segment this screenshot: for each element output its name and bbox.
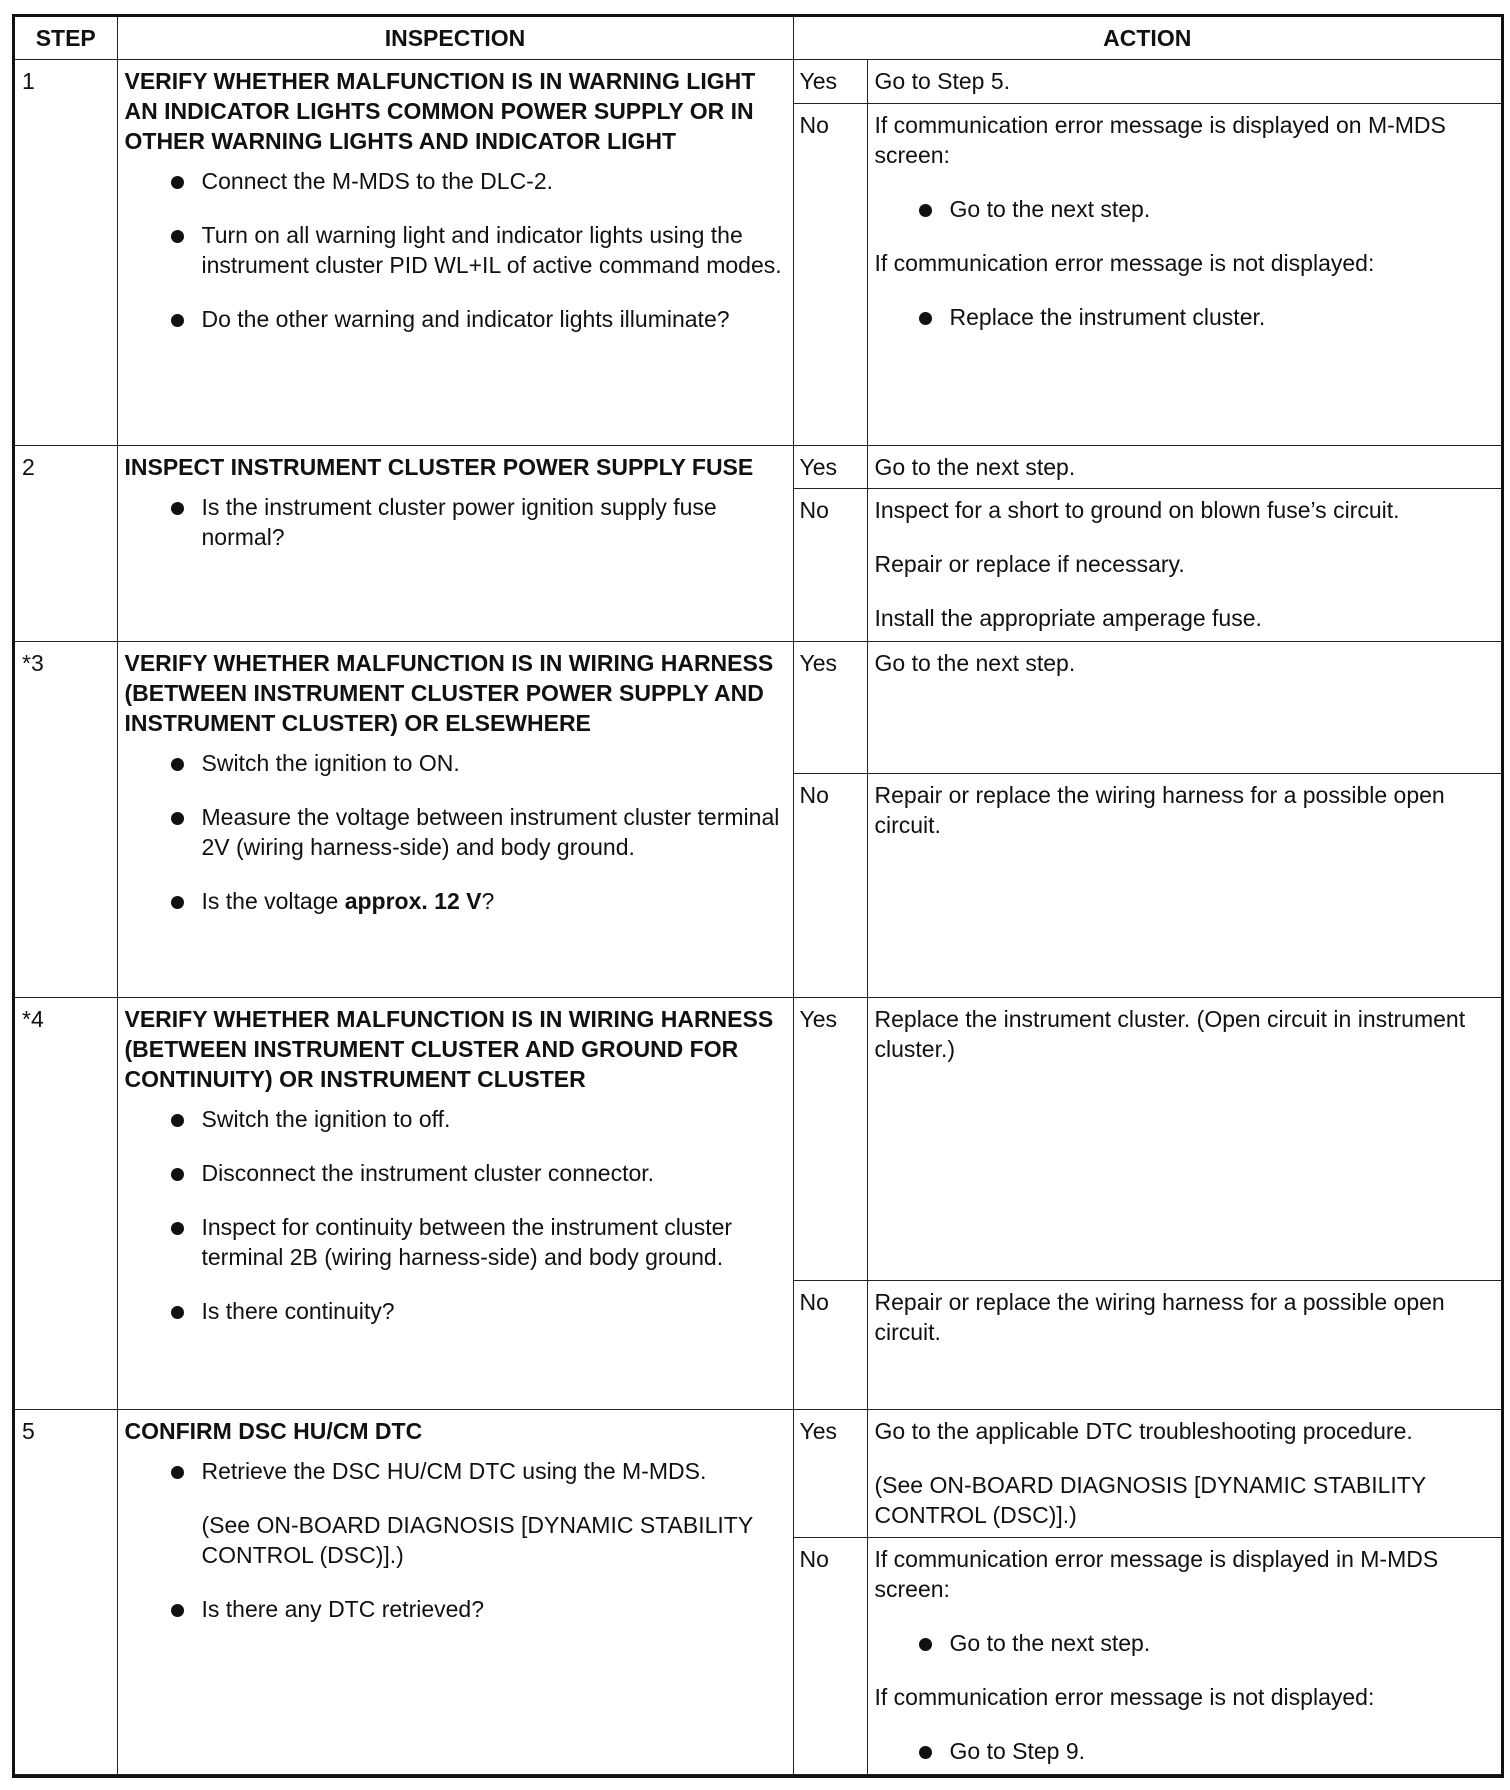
bullet-icon xyxy=(171,230,184,243)
bullet-icon xyxy=(171,1222,184,1235)
action-bullet: Go to Step 9. xyxy=(875,1736,1495,1766)
action-bullet: Go to the next step. xyxy=(875,1628,1495,1658)
inspection-bullet: Turn on all warning light and indicator lights using the instrument cluster PID WL+IL of active command modes. xyxy=(125,220,786,280)
step-number: 2 xyxy=(15,445,117,641)
yes-label: Yes xyxy=(793,59,867,103)
step-number: *4 xyxy=(15,997,117,1409)
yes-label: Yes xyxy=(793,1409,867,1537)
yes-label: Yes xyxy=(793,997,867,1280)
bullet-icon xyxy=(919,1638,932,1651)
bullet-icon xyxy=(171,1306,184,1319)
inspection-cell xyxy=(117,59,793,445)
inspection-title: CONFIRM DSC HU/CM DTC xyxy=(124,1417,423,1444)
bullet-icon xyxy=(171,314,184,327)
yes-action: Replace the instrument cluster. (Open circuit in instrument cluster.) xyxy=(867,997,1501,1280)
header-step: STEP xyxy=(15,17,117,59)
header-inspection: INSPECTION xyxy=(117,17,793,59)
inspection-bullet: Is there continuity? xyxy=(125,1296,786,1326)
inspection-cell xyxy=(117,1409,793,1775)
step-4-yes-row xyxy=(15,997,1501,1280)
no-label: No xyxy=(793,773,867,997)
inspection-bullet: Measure the voltage between instrument cluster terminal 2V (wiring harness-side) and body ground. xyxy=(125,802,786,862)
inspection-bullet: Retrieve the DSC HU/CM DTC using the M-MDS. xyxy=(125,1456,786,1486)
no-action xyxy=(867,1537,1501,1775)
step-number: 1 xyxy=(15,59,117,445)
step-3-yes-row xyxy=(15,641,1501,773)
no-label: No xyxy=(793,1280,867,1409)
no-label: No xyxy=(793,1537,867,1775)
bullet-icon xyxy=(919,312,932,325)
no-action: Repair or replace the wiring harness for a possible open circuit. xyxy=(867,1280,1501,1409)
inspection-bullets xyxy=(125,1594,786,1624)
action-text: Go to the applicable DTC troubleshooting procedure. xyxy=(874,1417,1413,1444)
inspection-bullet: Disconnect the instrument cluster connector. xyxy=(125,1158,786,1188)
yes-action: Go to the next step. xyxy=(867,445,1501,488)
header-row xyxy=(15,17,1501,59)
bullet-icon xyxy=(171,1114,184,1127)
header-action: ACTION xyxy=(793,17,1501,59)
inspection-bullet: Do the other warning and indicator lights illuminate? xyxy=(125,304,786,334)
bullet-icon xyxy=(171,896,184,909)
inspection-title: VERIFY WHETHER MALFUNCTION IS IN WARNING LIGHT AN INDICATOR LIGHTS COMMON POWER SUPPLY OR IN OTHER WARNING LIGHTS AND INDICATOR LIGHT xyxy=(124,67,756,154)
inspection-bullets xyxy=(125,748,786,916)
bullet-icon xyxy=(171,176,184,189)
no-action xyxy=(867,103,1501,445)
action-text: If communication error message is not displayed: xyxy=(874,1683,1375,1710)
inspection-bullet: Switch the ignition to off. xyxy=(125,1104,786,1134)
bullet-icon xyxy=(171,1466,184,1479)
inspection-bullets xyxy=(125,1456,786,1486)
inspection-bullet: Is the voltage approx. 12 V? xyxy=(125,886,786,916)
step-number: 5 xyxy=(15,1409,117,1775)
inspection-cell xyxy=(117,997,793,1409)
action-text: Inspect for a short to ground on blown fuse’s circuit. xyxy=(874,496,1400,523)
step-number: *3 xyxy=(15,641,117,997)
inspection-title: VERIFY WHETHER MALFUNCTION IS IN WIRING HARNESS (BETWEEN INSTRUMENT CLUSTER AND GROUND FOR CONTINUITY) OR INSTRUMENT CLUSTER xyxy=(124,1005,774,1092)
inspection-bullet: Connect the M-MDS to the DLC-2. xyxy=(125,166,786,196)
bullet-icon xyxy=(171,502,184,515)
bullet-icon xyxy=(171,758,184,771)
yes-action xyxy=(867,1409,1501,1537)
bullet-icon xyxy=(171,812,184,825)
troubleshooting-table-frame xyxy=(12,14,1504,1778)
step-1-yes-row xyxy=(15,59,1501,103)
inspection-bullet: Is the instrument cluster power ignition supply fuse normal? xyxy=(125,492,786,552)
action-text: (See ON-BOARD DIAGNOSIS [DYNAMIC STABILITY CONTROL (DSC)].) xyxy=(874,1471,1426,1528)
no-label: No xyxy=(793,488,867,641)
inspection-cell xyxy=(117,445,793,641)
inspection-title: VERIFY WHETHER MALFUNCTION IS IN WIRING HARNESS (BETWEEN INSTRUMENT CLUSTER POWER SUPPLY AND INSTRUMENT CLUSTER) OR ELSEWHERE xyxy=(124,649,774,736)
yes-action: Go to the next step. xyxy=(867,641,1501,773)
inspection-bullet: Switch the ignition to ON. xyxy=(125,748,786,778)
yes-label: Yes xyxy=(793,445,867,488)
action-bullet: Go to the next step. xyxy=(875,194,1495,224)
troubleshooting-table xyxy=(15,17,1501,1775)
step-5-yes-row xyxy=(15,1409,1501,1537)
action-text: Install the appropriate amperage fuse. xyxy=(874,604,1262,631)
step-2-yes-row xyxy=(15,445,1501,488)
yes-action: Go to Step 5. xyxy=(867,59,1501,103)
inspection-bullets xyxy=(125,492,786,552)
action-text: If communication error message is displayed on M-MDS screen: xyxy=(874,111,1446,168)
yes-label: Yes xyxy=(793,641,867,773)
inspection-bullets xyxy=(125,166,786,334)
bullet-icon xyxy=(919,1746,932,1759)
bullet-icon xyxy=(919,204,932,217)
action-text: If communication error message is displayed in M-MDS screen: xyxy=(874,1545,1439,1602)
action-bullet: Replace the instrument cluster. xyxy=(875,302,1495,332)
inspection-cell xyxy=(117,641,793,997)
no-label: No xyxy=(793,103,867,445)
no-action xyxy=(867,488,1501,641)
inspection-note: (See ON-BOARD DIAGNOSIS [DYNAMIC STABILITY CONTROL (DSC)].) xyxy=(201,1511,753,1568)
inspection-title: INSPECT INSTRUMENT CLUSTER POWER SUPPLY FUSE xyxy=(124,453,754,480)
inspection-bullets xyxy=(125,1104,786,1326)
inspection-bullet: Inspect for continuity between the instrument cluster terminal 2B (wiring harness-side) and body ground. xyxy=(125,1212,786,1272)
action-text: Repair or replace if necessary. xyxy=(874,550,1185,577)
inspection-bullet: Is there any DTC retrieved? xyxy=(125,1594,786,1624)
bullet-icon xyxy=(171,1168,184,1181)
no-action: Repair or replace the wiring harness for a possible open circuit. xyxy=(867,773,1501,997)
action-text: If communication error message is not displayed: xyxy=(874,249,1375,276)
bullet-icon xyxy=(171,1604,184,1617)
